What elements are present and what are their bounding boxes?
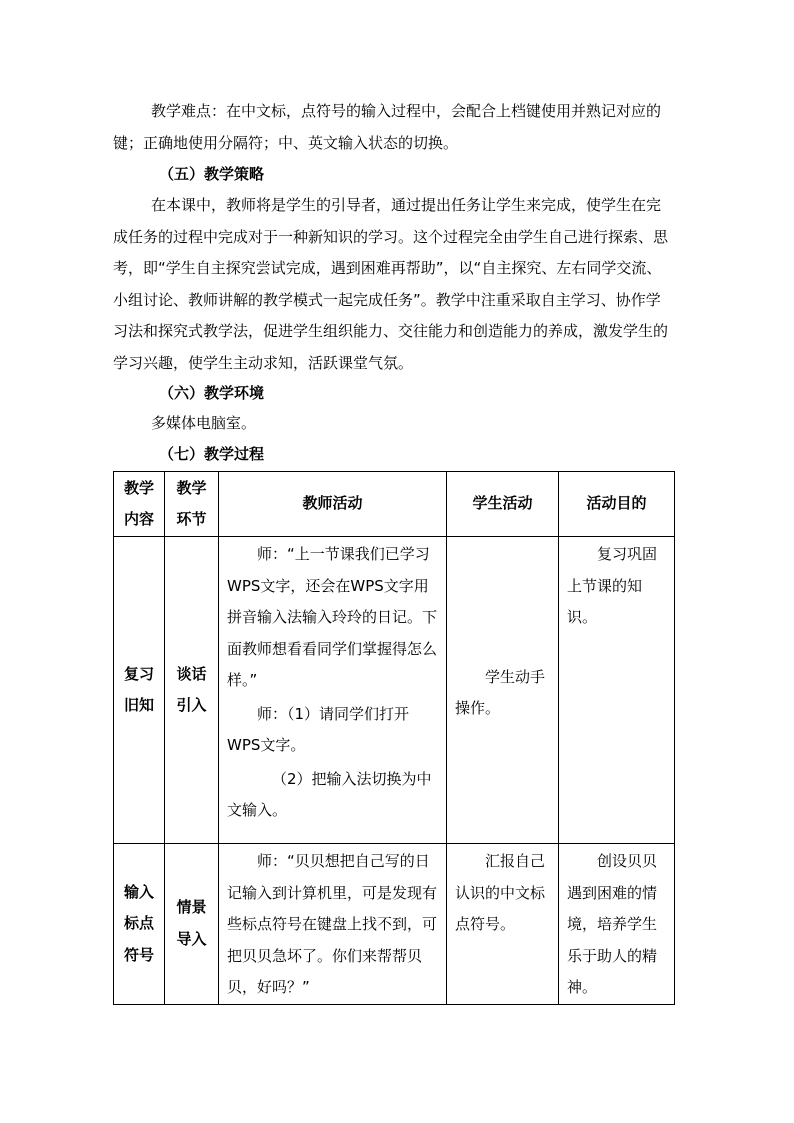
process-heading: （七）教学过程	[159, 445, 265, 463]
header-teacher-activity: 教师活动	[219, 472, 447, 537]
environment-text: 多媒体电脑室。	[151, 414, 257, 432]
row2-content: 输入标点符号	[114, 844, 165, 1005]
header-purpose: 活动目的	[559, 472, 675, 537]
teaching-process-table	[113, 471, 675, 1005]
row1-content: 复习旧知	[114, 537, 165, 844]
row2-student-activity: 汇报自己认识的中文标点符号。	[447, 844, 559, 1005]
row2-stage: 情景导入	[165, 844, 219, 1005]
header-content: 教学 内容	[114, 472, 165, 537]
header-student-activity: 学生活动	[447, 472, 559, 537]
table-row	[114, 537, 675, 844]
strategy-heading: （五）教学策略	[159, 165, 265, 183]
table-header-row	[114, 472, 675, 537]
row2-teacher-activity: 师：“贝贝想把自己写的日记输入到计算机里，可是发现有些标点符号在键盘上找不到，可把贝贝急坏了。你们来帮帮贝贝，好吗？”	[219, 844, 447, 1005]
table-row	[114, 844, 675, 1005]
environment-heading: （六）教学环境	[159, 384, 265, 402]
row1-teacher-activity: 师：“上一节课我们已学习WPS文字，还会在WPS文字用拼音输入法输入玲玲的日记。下面教师想看看同学们掌握得怎么样。” 师：（1）请同学们打开WPS文字。 （2）把输入法切换为中文输入。	[219, 537, 447, 844]
row2-purpose: 创设贝贝遇到困难的情境，培养学生乐于助人的精神。	[559, 844, 675, 1005]
row1-stage: 谈话引入	[165, 537, 219, 844]
teaching-difficulty-paragraph: 教学难点：在中文标，点符号的输入过程中，会配合上档键使用并熟记对应的键；正确地使用分隔符；中、英文输入状态的切换。	[113, 102, 662, 152]
header-stage: 教学 环节	[165, 472, 219, 537]
strategy-paragraph: 在本课中，教师将是学生的引导者，通过提出任务让学生来完成，使学生在完成任务的过程中完成对于一种新知识的学习。这个过程完全由学生自己进行探索、思考，即“学生自主探究尝试完成，遇到困难再帮助”，以“自主探究、左右同学交流、小组讨论、教师讲解的教学模式一起完成任务”。教学中注重采取自主学习、协作学习法和探究式教学法，促进学生组织能力、交往能力和创造能力的养成，激发学生的学习兴趣，使学生主动求知，活跃课堂气氛。	[113, 196, 669, 372]
row1-purpose: 复习巩固上节课的知识。	[559, 537, 675, 844]
row1-student-activity: 学生动手操作。	[447, 537, 559, 844]
